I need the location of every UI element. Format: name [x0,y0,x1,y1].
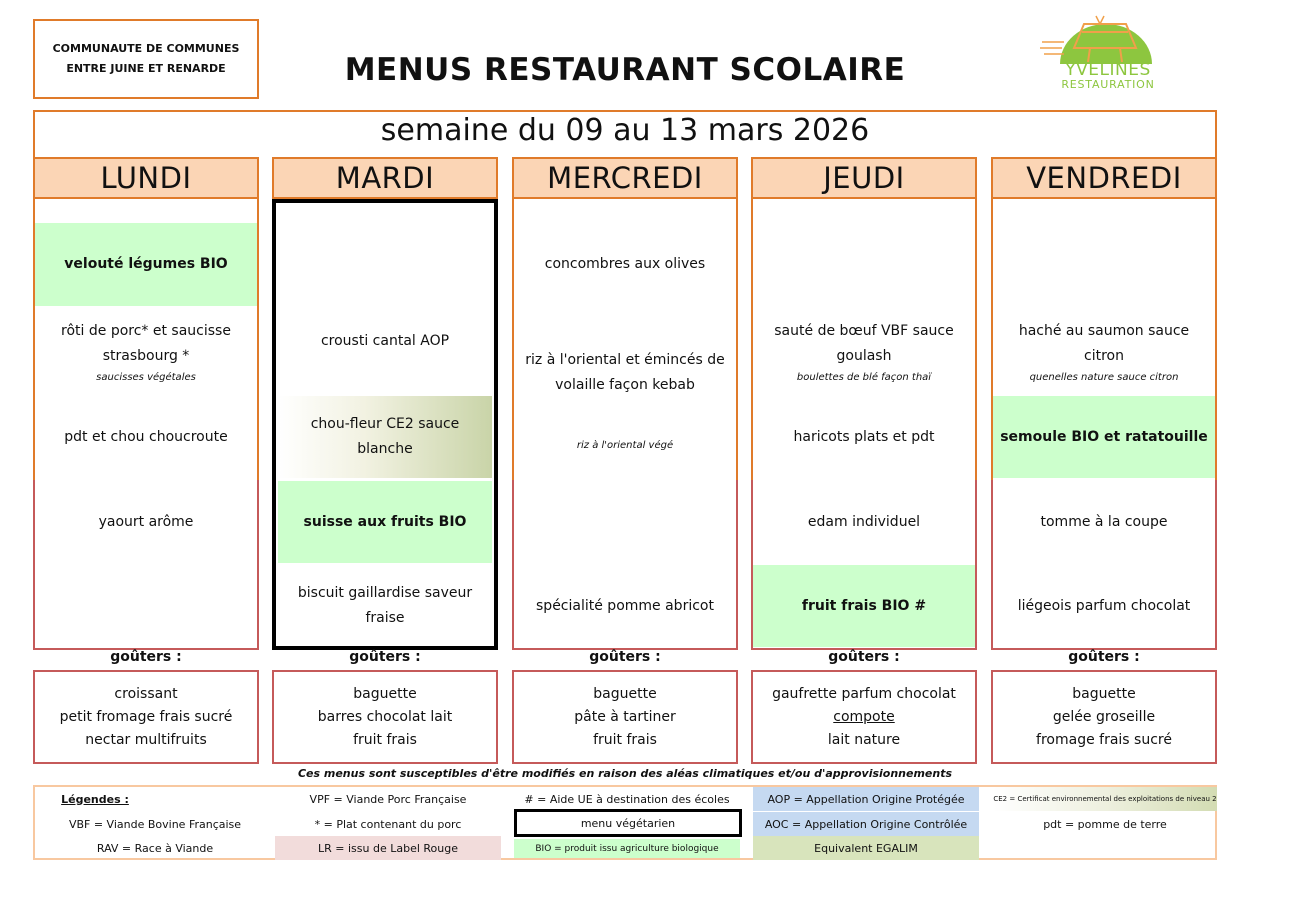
gouter-box-mardi [272,670,498,764]
plat-text: rôti de porc* et saucisse strasbourg * [61,323,231,364]
gouter-item: petit fromage frais sucré [59,708,233,725]
dessert-text: liégeois parfum chocolat [1017,597,1191,614]
day-header-mercredi: MERCREDI [512,157,738,199]
organization-box [33,19,259,99]
accomp-text: semoule BIO et ratatouille [1000,428,1208,445]
menu-dessert [753,565,975,647]
menu-plat [514,331,736,415]
org-line-1: COMMUNAUTE DE COMMUNES [52,42,240,55]
gouter-label-mardi: goûters : [349,649,421,665]
legend-lr: LR = issu de Label Rouge [275,836,501,860]
page-title: MENUS RESTAURANT SCOLAIRE [344,52,906,88]
gouter-box-jeudi [751,670,977,764]
gouter-item: pâte à tartiner [574,708,676,725]
gouter-item: barres chocolat lait [317,708,453,725]
plat-text: riz à l'oriental et émincés de volaille façon kebab [525,352,725,393]
gouter-item: gaufrette parfum chocolat [772,685,956,702]
menu-entree [514,223,736,306]
gouter-item: fromage frais sucré [1036,731,1172,748]
menu-accompagnement [514,405,736,487]
plat-alt-text: quenelles nature sauce citron [1029,372,1179,383]
gouter-box-vendredi [991,670,1217,764]
day-header-lundi: LUNDI [33,157,259,199]
menu-accompagnement [753,395,975,479]
menu-accompagnement [993,396,1215,478]
accomp-alt-text: riz à l'oriental végé [576,440,674,451]
plat-text: crousti cantal AOP [320,332,450,349]
legend-title: Légendes : [61,792,129,806]
menu-laitage [278,481,492,563]
menu-dessert [35,565,257,647]
dessert-text: spécialité pomme abricot [536,597,714,614]
laitage-text: tomme à la coupe [1040,513,1168,530]
gouter-label-vendredi: goûters : [1068,649,1140,665]
legend-egalim: Equivalent EGALIM [753,836,979,860]
legend-ue: # = Aide UE à destination des écoles [524,792,730,806]
laitage-text: yaourt arôme [98,513,194,530]
logo-dome-icon [1040,14,1160,64]
menu-plat [274,299,496,383]
menu-plat [35,311,257,395]
dessert-text: fruit frais BIO # [801,597,927,614]
yvelines-logo [1040,14,1160,98]
plat-text: haché au saumon sauce citron [1018,323,1190,364]
day-header-mardi: MARDI [272,157,498,199]
day-header-vendredi: VENDREDI [991,157,1217,199]
menu-laitage [753,481,975,563]
legend-aoc: AOC = Appellation Origine Contrôlée [753,812,979,836]
menu-column-mardi-vegetarian [272,199,498,650]
laitage-text: suisse aux fruits BIO [303,513,467,530]
legend-pdt: pdt = pomme de terre [1043,817,1167,831]
menu-dessert [514,565,736,647]
gouter-box-lundi [33,670,259,764]
dessert-text: biscuit gaillardise saveur fraise [297,585,473,626]
gouter-item: gelée groseille [1052,708,1156,725]
legend-rav: RAV = Race à Viande [96,841,214,855]
gouter-item: baguette [353,685,417,702]
menu-accompagnement [278,396,492,478]
plat-alt-text: saucisses végétales [96,372,196,383]
gouter-item: lait nature [827,731,901,748]
plat-text: sauté de bœuf VBF sauce goulash [774,323,954,364]
menu-entree [753,223,975,306]
menu-plat [993,311,1215,395]
accomp-text: pdt et chou choucroute [64,428,228,445]
entree-text: concombres aux olives [544,256,706,272]
menu-column-vendredi [991,199,1217,650]
legend-box [33,785,1217,860]
org-line-2: ENTRE JUINE ET RENARDE [66,62,226,75]
menu-column-lundi [33,199,259,650]
gouter-label-mercredi: goûters : [589,649,661,665]
disclaimer-text: Ces menus sont susceptibles d'être modifiés en raison des aléas climatiques et/ou d'approvisionnements [297,767,953,780]
gouter-item: baguette [593,685,657,702]
accomp-text: chou-fleur CE2 sauce blanche [310,416,460,457]
entree-text: velouté légumes BIO [64,256,228,272]
menu-dessert [274,565,496,647]
week-label: semaine du 09 au 13 mars 2026 [380,113,870,148]
gouter-item: croissant [114,685,178,702]
legend-vpf: VPF = Viande Porc Française [309,792,467,806]
menu-column-jeudi [751,199,977,650]
plat-alt-text: boulettes de blé façon thaï [796,372,932,383]
gouter-item: baguette [1072,685,1136,702]
legend-ce2: CE2 = Certificat environnemental des exploitations de niveau 2 [993,787,1217,811]
laitage-text: edam individuel [807,513,921,530]
gouter-label-jeudi: goûters : [828,649,900,665]
legend-vbf: VBF = Viande Bovine Française [68,817,242,831]
legend-aop: AOP = Appellation Origine Protégée [753,787,979,811]
gouter-box-mercredi [512,670,738,764]
legend-bio: BIO = produit issu agriculture biologique [514,839,740,858]
menu-dessert [993,565,1215,647]
menu-laitage [514,481,736,563]
accomp-text: haricots plats et pdt [793,428,935,445]
legend-vegetarien: menu végétarien [514,809,742,837]
menu-entree [35,223,257,306]
menu-entree [993,223,1215,306]
day-header-jeudi: JEUDI [751,157,977,199]
menu-plat [753,311,975,395]
gouter-item: nectar multifruits [85,731,207,748]
gouter-item: compote [833,708,895,725]
menu-accompagnement [35,395,257,479]
gouter-item: fruit frais [353,731,417,748]
logo-text-yvelines: YVELINES [1065,60,1151,80]
legend-porc: * = Plat contenant du porc [314,817,462,831]
menu-laitage [993,481,1215,563]
menu-column-mercredi [512,199,738,650]
gouter-label-lundi: goûters : [110,649,182,665]
gouter-item: fruit frais [593,731,657,748]
logo-text-restauration: RESTAURATION [1061,78,1155,91]
menu-entree [274,223,496,306]
menu-laitage [35,481,257,563]
